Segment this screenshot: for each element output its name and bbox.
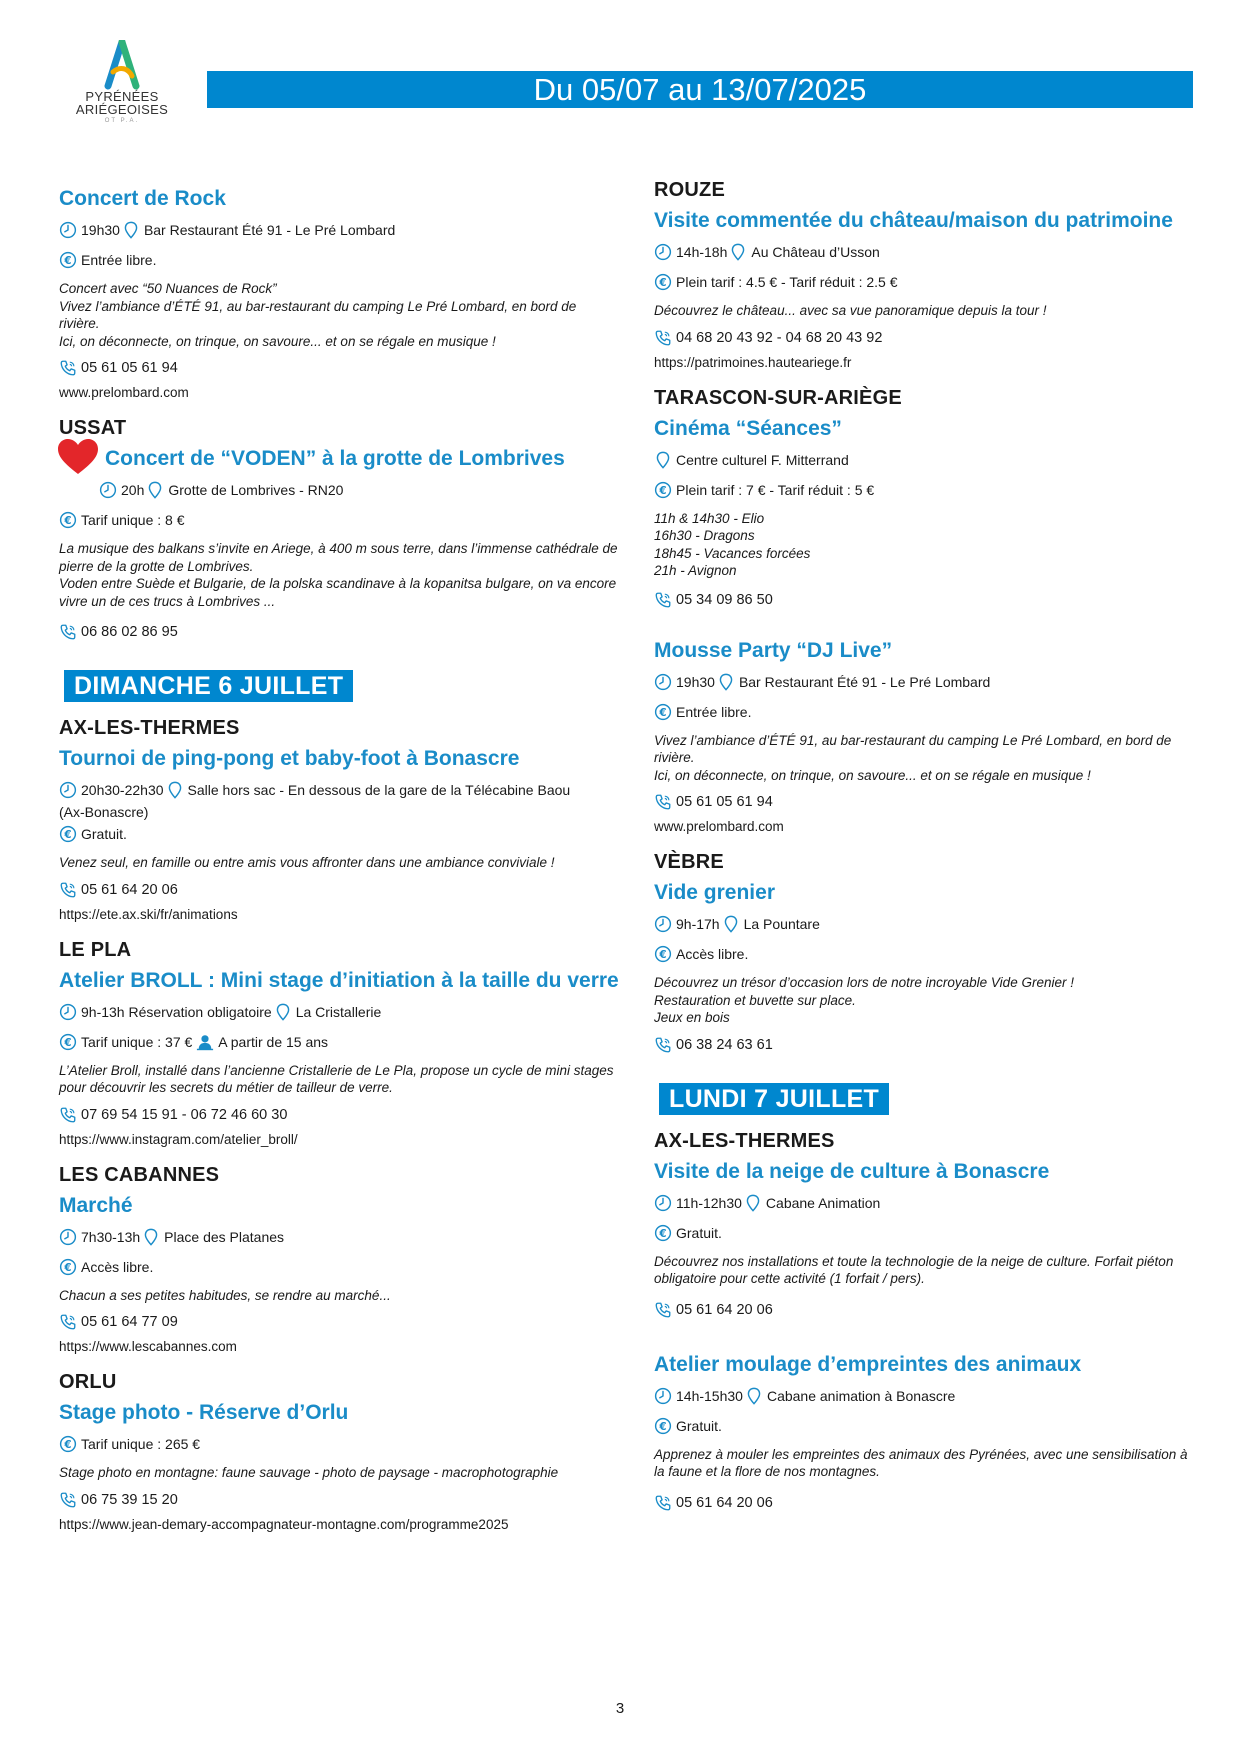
event-price-text: Gratuit.: [81, 826, 127, 842]
event-time: 20h: [121, 482, 145, 498]
euro-icon: [654, 1417, 672, 1435]
event-vide-grenier: [654, 850, 1194, 1055]
clock-icon: [59, 1003, 77, 1021]
town-heading: AX-LES-THERMES: [654, 1129, 835, 1152]
event-cinema: [654, 386, 1194, 610]
event-description: [654, 302, 1194, 320]
event-ping-pong: [59, 716, 619, 924]
event-place: Grotte de Lombrives - RN20: [168, 482, 344, 498]
event-time: 19h30: [676, 673, 715, 690]
event-price: [654, 1416, 1194, 1436]
event-time-place: [59, 1002, 619, 1022]
event-price: [59, 1434, 619, 1454]
phone-number[interactable]: 05 61 64 77 09: [81, 1314, 178, 1330]
event-description: [654, 732, 1194, 785]
event-price: [59, 1032, 619, 1052]
event-link[interactable]: https://www.lescabannes.com: [59, 1339, 237, 1354]
clock-icon: [654, 243, 672, 261]
phone-number[interactable]: 05 61 64 20 06: [676, 1494, 773, 1511]
event-title: Mousse Party “DJ Live”: [654, 638, 893, 662]
event-phone[interactable]: [654, 590, 1194, 610]
desc-line: Découvrez le château... avec sa vue panoramique depuis la tour !: [654, 303, 1047, 318]
event-price-text: Tarif unique : 37 €: [81, 1033, 193, 1050]
desc-line: Restauration et buvette sur place.: [654, 992, 856, 1008]
event-time-place: [654, 1193, 1194, 1213]
phone-number[interactable]: 04 68 20 43 92 - 04 68 20 43 92: [676, 329, 883, 346]
event-description: [654, 974, 1194, 1027]
event-time: 9h-17h: [676, 916, 720, 932]
event-neige-culture: [654, 1129, 1194, 1320]
event-place: Place des Platanes: [164, 1228, 285, 1245]
event-title: Atelier moulage d’empreintes des animaux: [654, 1352, 1082, 1376]
event-title: Visite commentée du château/maison du patrimoine: [654, 209, 1173, 232]
event-price: [59, 510, 619, 530]
clock-icon: [59, 1228, 77, 1246]
euro-icon: [654, 945, 672, 963]
location-pin-icon: [654, 451, 672, 469]
clock-icon: [654, 1387, 672, 1405]
event-time: 19h30: [81, 222, 120, 238]
desc-line: La musique des balkans s’invite en Ariege, à 400 m sous terre, dans l’immense cathédrale de pierre de la grotte de Lombrives.: [59, 541, 618, 574]
event-place: Bar Restaurant Été 91 - Le Pré Lombard: [143, 222, 396, 238]
event-price: [654, 480, 1194, 500]
town-heading: VÈBRE: [654, 851, 724, 873]
phone-icon: [59, 359, 77, 377]
phone-icon: [59, 623, 77, 641]
phone-icon: [654, 1301, 672, 1319]
event-price: [59, 250, 619, 270]
event-phone[interactable]: [59, 1312, 619, 1332]
heart-icon: [57, 438, 99, 476]
event-time: 14h-18h: [676, 244, 728, 260]
event-price: [654, 1223, 1194, 1243]
event-price-text: Plein tarif : 7 € - Tarif réduit : 5 €: [676, 481, 875, 498]
event-description: [59, 1062, 619, 1097]
phone-number[interactable]: 05 61 64 20 06: [81, 881, 178, 898]
event-time: 9h-13h Réservation obligatoire: [81, 1003, 272, 1020]
desc-line: Jeux en bois: [654, 1010, 730, 1025]
location-pin-icon: [722, 915, 740, 933]
event-link[interactable]: https://www.jean-demary-accompagnateur-montagne.com/programme2025: [59, 1516, 509, 1532]
town-heading: LES CABANNES: [59, 1163, 220, 1186]
event-title: Vide grenier: [654, 881, 775, 904]
event-description: [59, 854, 619, 872]
event-title: Tournoi de ping-pong et baby-foot à Bonascre: [59, 747, 520, 770]
event-title: Atelier BROLL : Mini stage d’initiation à la taille du verre: [59, 968, 619, 992]
euro-icon: [654, 273, 672, 291]
phone-number[interactable]: 05 61 05 61 94: [81, 360, 178, 376]
event-price-text: Gratuit.: [676, 1224, 722, 1241]
event-place: La Pountare: [743, 916, 820, 932]
event-place: Bar Restaurant Été 91 - Le Pré Lombard: [738, 673, 991, 690]
clock-icon: [654, 915, 672, 933]
event-price-text: Entrée libre.: [676, 703, 752, 720]
logo-text-1: PYRÉNÉES: [85, 89, 159, 104]
event-concert-rock: [59, 186, 619, 402]
event-price-text: Tarif unique : 265 €: [81, 1436, 201, 1452]
location-pin-icon: [745, 1387, 763, 1405]
euro-icon: [59, 1258, 77, 1276]
phone-icon: [59, 1106, 77, 1124]
event-description: [59, 1287, 619, 1305]
town-heading: ORLU: [59, 1371, 117, 1393]
event-phone[interactable]: [59, 622, 619, 642]
event-time-place: [59, 480, 619, 500]
event-link[interactable]: www.prelombard.com: [654, 819, 784, 834]
phone-number[interactable]: 05 34 09 86 50: [676, 591, 773, 608]
event-phone[interactable]: [59, 1490, 619, 1510]
phone-number[interactable]: 05 61 64 20 06: [676, 1301, 773, 1318]
desc-line: Vivez l’ambiance d’ÉTÉ 91, au bar-restaurant du camping Le Pré Lombard, en bord de rivière.: [59, 298, 577, 331]
event-place: Salle hors sac - En dessous de la gare de la Télécabine Baou: [187, 782, 571, 798]
event-place-cont: [59, 802, 619, 822]
event-title: Cinéma “Séances”: [654, 416, 842, 440]
spacer: [654, 616, 1194, 638]
event-description: [654, 1253, 1194, 1288]
event-price-text: Plein tarif : 4.5 € - Tarif réduit : 2.5 €: [676, 274, 898, 290]
event-price-text: Gratuit.: [676, 1417, 722, 1434]
event-phone[interactable]: [654, 792, 1194, 812]
town-heading: TARASCON-SUR-ARIÈGE: [654, 386, 902, 409]
page-number: 3: [615, 1700, 625, 1717]
location-pin-icon: [146, 481, 164, 499]
event-link[interactable]: www.prelombard.com: [59, 385, 189, 400]
event-price: [59, 1257, 619, 1277]
event-link[interactable]: https://patrimoines.hauteariege.fr: [654, 354, 852, 370]
event-phone[interactable]: [59, 880, 619, 900]
desc-line: Apprenez à mouler les empreintes des animaux des Pyrénées, avec une sensibilisation à la faune et la flore de nos montagnes.: [654, 1446, 1188, 1479]
logo-mark-icon: [102, 40, 142, 90]
event-phone[interactable]: [59, 1105, 619, 1125]
phone-icon: [59, 1313, 77, 1331]
event-link[interactable]: https://ete.ax.ski/fr/animations: [59, 906, 238, 922]
event-time: 14h-15h30: [676, 1387, 743, 1404]
clock-icon: [99, 481, 117, 499]
event-title-text: Concert de “VODEN” à la grotte de Lombrives: [105, 447, 565, 470]
event-price-text: Entrée libre.: [81, 252, 157, 268]
desc-line: Découvrez nos installations et toute la technologie de la neige de culture. Forfait piéton obligatoire pour cette activité (1 forfait / pers).: [654, 1253, 1174, 1286]
phone-icon: [59, 881, 77, 899]
clock-icon: [59, 781, 77, 799]
event-price-text: Accès libre.: [81, 1258, 154, 1275]
clock-icon: [654, 1194, 672, 1212]
event-description: [59, 280, 619, 350]
event-moulage-empreintes: [654, 1352, 1194, 1513]
phone-number[interactable]: 06 38 24 63 61: [676, 1036, 773, 1053]
event-title: [59, 446, 619, 472]
day-heading: LUNDI 7 JUILLET: [659, 1083, 889, 1115]
phone-icon: [654, 591, 672, 609]
desc-line: Ici, on déconnecte, on trinque, on savoure... et on se régale en musique !: [654, 767, 1091, 783]
location-pin-icon: [729, 243, 747, 261]
event-time: 7h30-13h: [81, 1228, 141, 1245]
event-marche: [59, 1163, 619, 1357]
event-time-place: [59, 780, 619, 800]
euro-icon: [59, 251, 77, 269]
event-place: La Cristallerie: [295, 1003, 382, 1020]
location-pin-icon: [166, 781, 184, 799]
event-phone[interactable]: [59, 358, 619, 378]
event-description: [59, 540, 619, 610]
event-mousse-party: [654, 638, 1194, 837]
event-phone[interactable]: [654, 1300, 1194, 1320]
schedule-line: 16h30 - Dragons: [654, 528, 755, 543]
euro-icon: [654, 1224, 672, 1242]
clock-icon: [59, 221, 77, 239]
euro-icon: [654, 703, 672, 721]
phone-number[interactable]: 07 69 54 15 91 - 06 72 46 60 30: [81, 1106, 288, 1123]
phone-icon: [654, 1036, 672, 1054]
location-pin-icon: [142, 1228, 160, 1246]
right-column: [654, 168, 1194, 1519]
person-icon: [196, 1033, 214, 1051]
desc-line: Ici, on déconnecte, on trinque, on savoure... et on se régale en musique !: [59, 333, 496, 349]
euro-icon: [59, 511, 77, 529]
event-place: Cabane animation à Bonascre: [766, 1387, 956, 1404]
desc-line: Concert avec “50 Nuances de Rock”: [59, 281, 277, 296]
euro-icon: [59, 825, 77, 843]
location-pin-icon: [744, 1194, 762, 1212]
day-heading: DIMANCHE 6 JUILLET: [64, 670, 353, 702]
logo-text-3: OT P.A.: [104, 118, 140, 124]
desc-line: Découvrez un trésor d’occasion lors de notre incroyable Vide Grenier !: [654, 975, 1074, 990]
schedule-line: 18h45 - Vacances forcées: [654, 545, 811, 561]
event-place-2: (Ax-Bonascre): [59, 804, 149, 820]
event-title: Stage photo - Réserve d’Orlu: [59, 1401, 349, 1424]
euro-icon: [59, 1033, 77, 1051]
event-place: Cabane Animation: [765, 1194, 881, 1211]
tourism-logo: [74, 40, 170, 140]
event-time: 11h-12h30: [676, 1194, 742, 1211]
logo-text-2: ARIÉGEOISES: [75, 102, 169, 117]
phone-number[interactable]: 05 61 05 61 94: [676, 794, 773, 810]
event-price: [654, 702, 1194, 722]
event-chateau-usson: [654, 178, 1194, 372]
phone-icon: [654, 793, 672, 811]
event-title: Marché: [59, 1193, 133, 1217]
town-heading: AX-LES-THERMES: [59, 717, 240, 739]
left-column: [59, 186, 619, 1544]
phone-number[interactable]: 06 86 02 86 95: [81, 624, 178, 640]
town-heading: ROUZE: [654, 179, 725, 201]
desc-line: Chacun a ses petites habitudes, se rendre au marché...: [59, 1287, 391, 1303]
event-phone[interactable]: [654, 328, 1194, 348]
event-place: Centre culturel F. Mitterrand: [676, 451, 849, 468]
desc-line: Vivez l’ambiance d’ÉTÉ 91, au bar-restaurant du camping Le Pré Lombard, en bord de rivière.: [654, 732, 1172, 765]
event-title: Concert de Rock: [59, 187, 226, 210]
schedule-line: 11h & 14h30 - Elio: [654, 510, 765, 526]
phone-number[interactable]: 06 75 39 15 20: [81, 1491, 178, 1508]
event-price: [654, 944, 1194, 964]
event-description: [59, 1464, 619, 1482]
event-time-place: [59, 1227, 619, 1247]
event-age: A partir de 15 ans: [218, 1033, 329, 1050]
event-time-place: [59, 220, 619, 240]
desc-line: L’Atelier Broll, installé dans l’ancienne Cristallerie de Le Pla, propose un cycle de mini stages pour découvrir les secrets du métier de tailleur de verre.: [59, 1062, 614, 1095]
event-place-row: [654, 450, 1194, 470]
event-price-text: Tarif unique : 8 €: [81, 512, 185, 528]
phone-icon: [59, 1491, 77, 1509]
event-price-text: Accès libre.: [676, 946, 749, 962]
euro-icon: [59, 1435, 77, 1453]
event-voden: [59, 416, 619, 642]
event-atelier-broll: [59, 938, 619, 1149]
location-pin-icon: [122, 221, 140, 239]
event-link[interactable]: https://www.instagram.com/atelier_broll/: [59, 1131, 298, 1147]
desc-line: Stage photo en montagne: faune sauvage - photo de paysage - macrophotographie: [59, 1465, 559, 1480]
desc-line: Voden entre Suède et Bulgarie, de la polska scandinave à la kopanitsa bulgare, on va encore vivre un de ces trucs à Lombrives ...: [59, 576, 617, 609]
euro-icon: [654, 481, 672, 499]
event-time-place: [654, 1386, 1194, 1406]
phone-icon: [654, 1494, 672, 1512]
event-stage-photo: [59, 1370, 619, 1534]
town-heading: LE PLA: [59, 938, 132, 961]
event-time: 20h30-22h30: [81, 782, 164, 798]
location-pin-icon: [274, 1003, 292, 1021]
schedule-line: 21h - Avignon: [654, 563, 737, 578]
event-phone[interactable]: [654, 1493, 1194, 1513]
event-price: [59, 824, 619, 844]
desc-line: Venez seul, en famille ou entre amis vous affronter dans une ambiance conviviale !: [59, 855, 555, 870]
event-place: Au Château d’Usson: [751, 244, 880, 260]
event-phone[interactable]: [654, 1035, 1194, 1055]
event-time-place: [654, 242, 1194, 262]
date-range-banner: Du 05/07 au 13/07/2025: [207, 71, 1193, 108]
event-schedule: [654, 510, 1194, 580]
event-price: [654, 272, 1194, 292]
spacer: [654, 1326, 1194, 1352]
event-time-place: [654, 914, 1194, 934]
event-time-place: [654, 672, 1194, 692]
clock-icon: [654, 673, 672, 691]
town-heading: USSAT: [59, 417, 127, 439]
location-pin-icon: [717, 673, 735, 691]
event-title: Visite de la neige de culture à Bonascre: [654, 1159, 1050, 1183]
phone-icon: [654, 329, 672, 347]
event-description: [654, 1446, 1194, 1481]
